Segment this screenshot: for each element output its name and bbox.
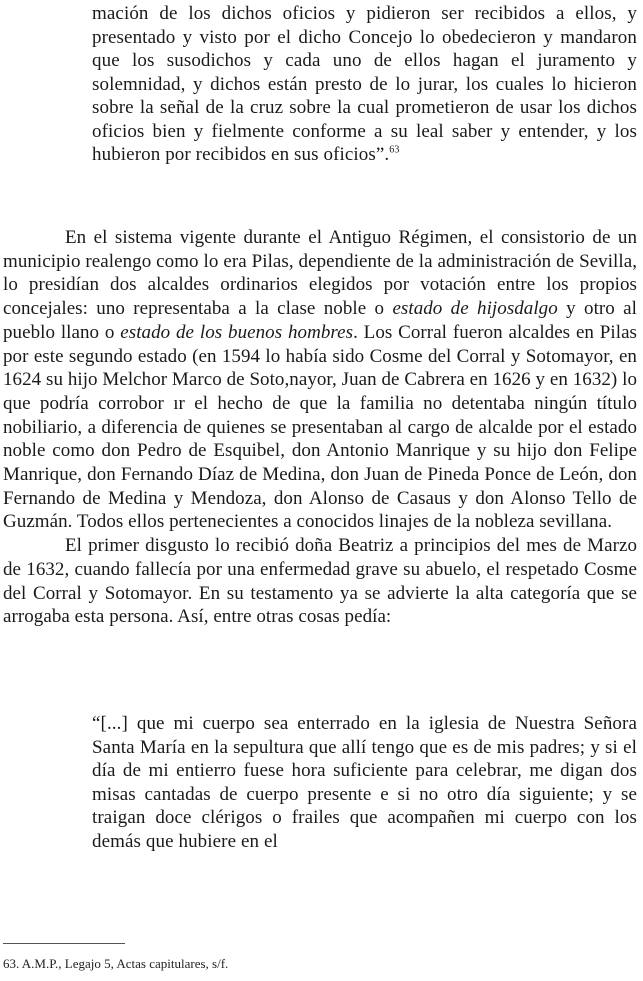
paragraph1-part3: . Los Corral fueron alcaldes en Pilas por este segundo estado (en 1594 lo había sido Cosme del Corral y Sotomayor, en 1624 su hijo Melchor Marco de Soto,nayor, Juan de Cabrera en 1626 y en 1632) lo que podría corrobor ır el hecho de que la familia no detentaba ningún título nobiliario, a diferencia de quienes se presentaban al cargo de alcalde por el estado noble como don Pedro de Esquibel, don Antonio Manrique y su hijo don Felipe Manrique, don Fernando Díaz de Medina, don Juan de Pineda Ponce de León, don Fernando de Medina y Mendoza, don Alonso de Casaus y don Alonso Tello de Guzmán. Todos ellos pertenecientes a conocidos linajes de la nobleza sevillana. [3, 321, 638, 533]
quote-top-text: mación de los dichos oficios y pidieron ser recibidos a ellos, y presentado y visto por el dicho Concejo lo obedecieron y mandaron que los susodichos y cada uno de ellos hagan el juramento y solemnidad, y dichos están presto de lo jurar, los cuales lo hicieron sobre la señal de la cruz sobre la cual prometieron de usar los dichos oficios bien y fielmente conforme a su leal saber y entender, y los hubieron por recibidos en sus oficios”. [92, 3, 637, 165]
block-quote-top [92, 2, 637, 167]
paragraph1-part2: y otro al pueblo llano o [3, 298, 637, 343]
footnote: 63. A.M.P., Legajo 5, Actas capitulares, s/f. [3, 956, 229, 971]
body-text [3, 226, 637, 629]
paragraph1-italic-hijosdalgo: estado de hijosdalgo [392, 298, 558, 320]
paragraph1-part1: En el sistema vigente durante el Antiguo Régimen, el consistorio de un municipio realengo como lo era Pilas, dependiente de la administración de Sevilla, lo presidían dos alcaldes ordinarios elegidos por votación entre los propios concejales: uno representaba a la clase noble o [3, 227, 637, 320]
paragraph-antiguo-regimen [3, 226, 637, 534]
paragraph1-italic-buenos-hombres: estado de los buenos hombres [120, 321, 354, 343]
footnote-divider [3, 943, 125, 944]
paragraph-primer-disgusto: El primer disgusto lo recibió doña Beatriz a principios del mes de Marzo de 1632, cuando fallecía por una enfermedad grave su abuelo, el respetado Cosme del Corral y Sotomayor. En su testamento ya se advierte la alta categoría que se arrogaba esta persona. Así, entre otras cosas pedía: [3, 535, 637, 628]
block-quote-testament: “[...] que mi cuerpo sea enterrado en la iglesia de Nuestra Señora Santa María en la sepultura que allí tengo que es de mis padres; y si el día de mi entierro fuese hora suficiente para celebrar, me digan dos misas cantadas de cuerpo presente e si no otro día siguiente; y se traigan doce clérigos o frailes que acompañen mi cuerpo con los demás que hubiere en el [92, 713, 637, 852]
footnote-reference: 63 [389, 144, 400, 156]
